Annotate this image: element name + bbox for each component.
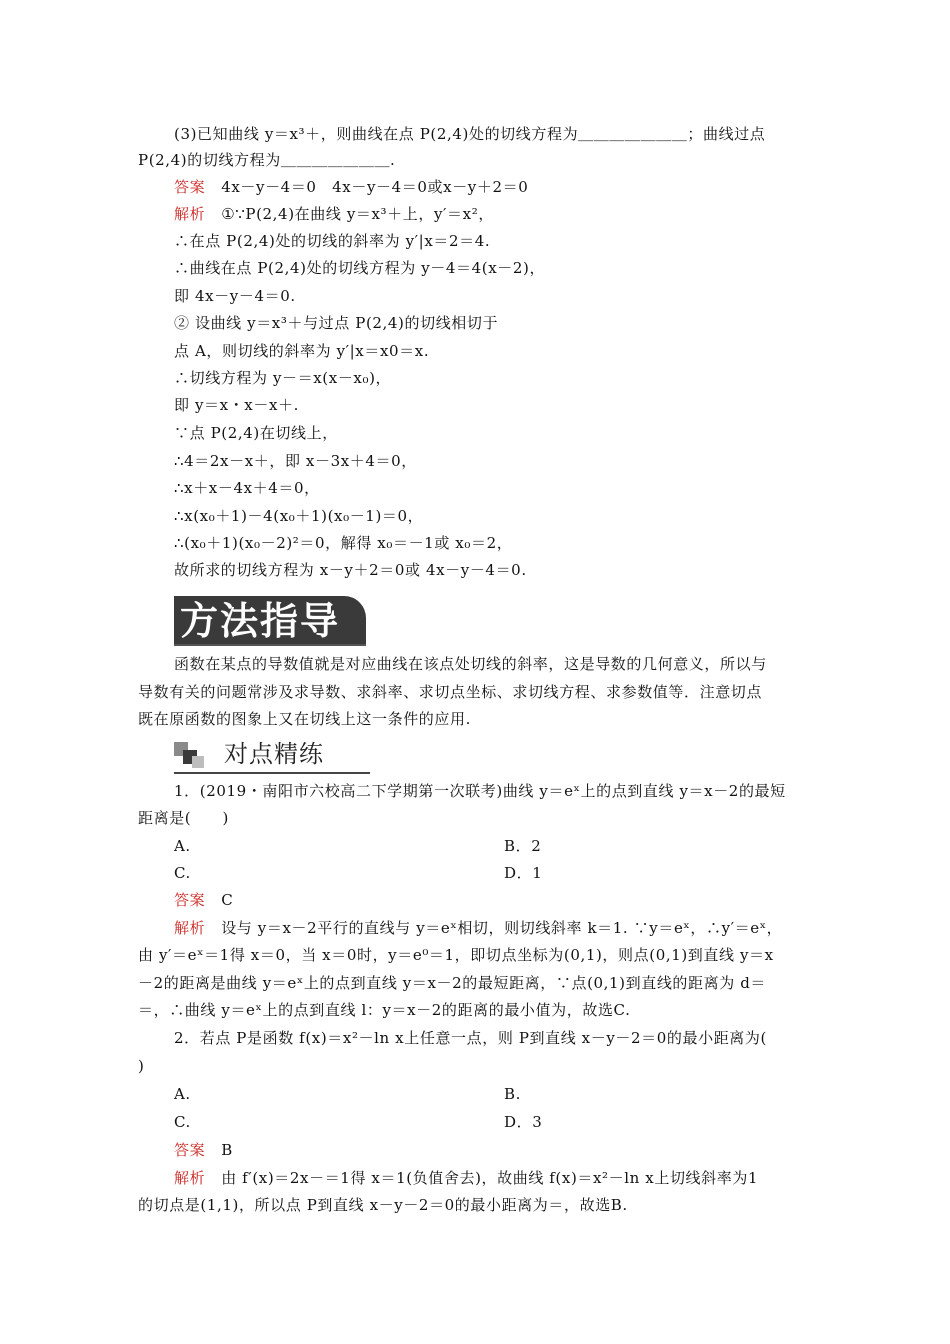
line-text: C. <box>174 1113 191 1131</box>
line-text: ∵点 P(2,4)在切线上， <box>174 424 338 442</box>
banner-title: 方法指导 <box>180 599 341 643</box>
text-line <box>138 808 814 828</box>
text-line <box>138 945 814 965</box>
line-text: C. <box>174 864 191 882</box>
answer-label: 解析 <box>174 1169 206 1187</box>
text-line <box>174 890 814 910</box>
line-text: ∴曲线在点 P(2,4)处的切线方程为 y－4＝4(x－2)， <box>174 259 546 277</box>
line-text: ∴在点 P(2,4)处的切线的斜率为 y′|x＝2＝4. <box>174 232 491 250</box>
line-text: P(2,4)的切线方程为＿＿＿＿＿＿＿. <box>138 151 396 169</box>
text-line <box>174 560 814 580</box>
text-line <box>138 682 814 702</box>
text-line <box>138 973 814 993</box>
line-text: C <box>221 891 234 909</box>
text-line <box>174 231 814 251</box>
text-line <box>174 395 814 415</box>
square-deco-icon <box>192 756 204 768</box>
text-line <box>174 533 814 553</box>
text-line <box>138 150 814 170</box>
text-line <box>138 1056 814 1076</box>
text-line <box>174 1112 814 1132</box>
line-text: ∴4＝2x－x＋，即 x－3x＋4＝0， <box>174 452 417 470</box>
answer-label: 答案 <box>174 178 206 196</box>
option-text: D．3 <box>504 1113 543 1131</box>
text-line <box>174 506 814 526</box>
answer-label: 答案 <box>174 891 206 909</box>
line-text: 函数在某点的导数值就是对应曲线在该点处切线的斜率，这是导数的几何意义，所以与 <box>174 655 767 673</box>
text-line <box>174 654 814 674</box>
line-text: 的切点是(1,1)，所以点 P到直线 x－y－2＝0的最小距离为＝，故选B. <box>138 1196 628 1214</box>
text-line <box>174 258 814 278</box>
line-text: 点 A，则切线的斜率为 y′|x＝x0＝x. <box>174 342 430 360</box>
line-text: 4x－y－4＝0 4x－y－4＝0或x－y＋2＝0 <box>221 178 529 196</box>
text-line <box>174 124 814 144</box>
text-line <box>138 709 814 729</box>
text-line <box>174 478 814 498</box>
line-text: 即 4x－y－4＝0. <box>174 287 296 305</box>
line-text: 由 f′(x)＝2x－＝1得 x＝1(负值舍去)，故曲线 f(x)＝x²－ln x上切线斜率为1 <box>221 1169 759 1187</box>
text-line <box>174 204 814 224</box>
option-text: D．1 <box>504 864 543 882</box>
text-line <box>174 368 814 388</box>
answer-label: 解析 <box>174 919 206 937</box>
text-line <box>174 918 814 938</box>
text-line <box>138 1195 814 1215</box>
line-text: ①∵P(2,4)在曲线 y＝x³＋上，y′＝x²， <box>221 205 494 223</box>
line-text: 即 y＝x・x－x＋. <box>174 396 299 414</box>
line-text: A. <box>174 837 191 855</box>
text-line <box>174 451 814 471</box>
text-line <box>174 1140 814 1160</box>
line-text: B <box>221 1141 233 1159</box>
line-text: ) <box>138 1057 145 1075</box>
text-line <box>174 341 814 361</box>
option-text: B. <box>504 1085 521 1103</box>
text-line <box>174 1028 814 1048</box>
line-text: 由 y′＝eˣ＝1得 x＝0，当 x＝0时，y＝e⁰＝1，即切点坐标为(0,1)，则点(0,1)到直线 y＝x <box>138 946 774 964</box>
banner-underline <box>174 644 366 646</box>
text-line <box>174 177 814 197</box>
text-line <box>174 1168 814 1188</box>
line-text: 1．(2019・南阳市六校高二下学期第一次联考)曲线 y＝eˣ上的点到直线 y＝x－2的最短 <box>174 782 786 800</box>
text-line <box>174 1084 814 1104</box>
practice-title: 对点精练 <box>224 740 324 768</box>
line-text: ∴x＋x－4x＋4＝0， <box>174 479 320 497</box>
line-text: ∴x(x₀＋1)－4(x₀＋1)(x₀－1)＝0， <box>174 507 424 525</box>
line-text: 设与 y＝x－2平行的直线与 y＝eˣ相切，则切线斜率 k＝1. ∵y＝eˣ，∴y′＝eˣ， <box>221 919 783 937</box>
line-text: 2．若点 P是函数 f(x)＝x²－ln x上任意一点，则 P到直线 x－y－2＝0的最小距离为( <box>174 1029 767 1047</box>
answer-label: 答案 <box>174 1141 206 1159</box>
text-line <box>174 286 814 306</box>
line-text: －2的距离是曲线 y＝eˣ上的点到直线 y＝x－2的最短距离，∵点(0,1)到直线的距离为 d＝ <box>138 974 766 992</box>
line-text: ∴切线方程为 y－＝x(x－x₀)， <box>174 369 392 387</box>
answer-label: 解析 <box>174 205 206 223</box>
line-text: ＝，∴曲线 y＝eˣ上的点到直线 l：y＝x－2的距离的最小值为，故选C. <box>138 1001 631 1019</box>
line-text: A. <box>174 1085 191 1103</box>
text-line <box>174 781 814 801</box>
text-line <box>174 423 814 443</box>
line-text: (3)已知曲线 y＝x³＋，则曲线在点 P(2,4)处的切线方程为＿＿＿＿＿＿＿；曲线过点 <box>174 125 766 143</box>
text-line <box>174 863 814 883</box>
line-text: ② 设曲线 y＝x³＋与过点 P(2,4)的切线相切于 <box>174 314 499 332</box>
line-text: 既在原函数的图象上又在切线上这一条件的应用. <box>138 710 471 728</box>
text-line <box>174 313 814 333</box>
line-text: ∴(x₀＋1)(x₀－2)²＝0，解得 x₀＝－1或 x₀＝2， <box>174 534 513 552</box>
line-text: 故所求的切线方程为 x－y＋2＝0或 4x－y－4＝0. <box>174 561 527 579</box>
line-text: 距离是( ) <box>138 809 229 827</box>
practice-heading <box>174 738 370 772</box>
text-line <box>138 1000 814 1020</box>
option-text: B．2 <box>504 837 542 855</box>
text-line <box>174 836 814 856</box>
method-guide-banner <box>174 596 366 646</box>
practice-underline <box>174 772 370 774</box>
line-text: 导数有关的问题常涉及求导数、求斜率、求切点坐标、求切线方程、求参数值等．注意切点 <box>138 683 763 701</box>
